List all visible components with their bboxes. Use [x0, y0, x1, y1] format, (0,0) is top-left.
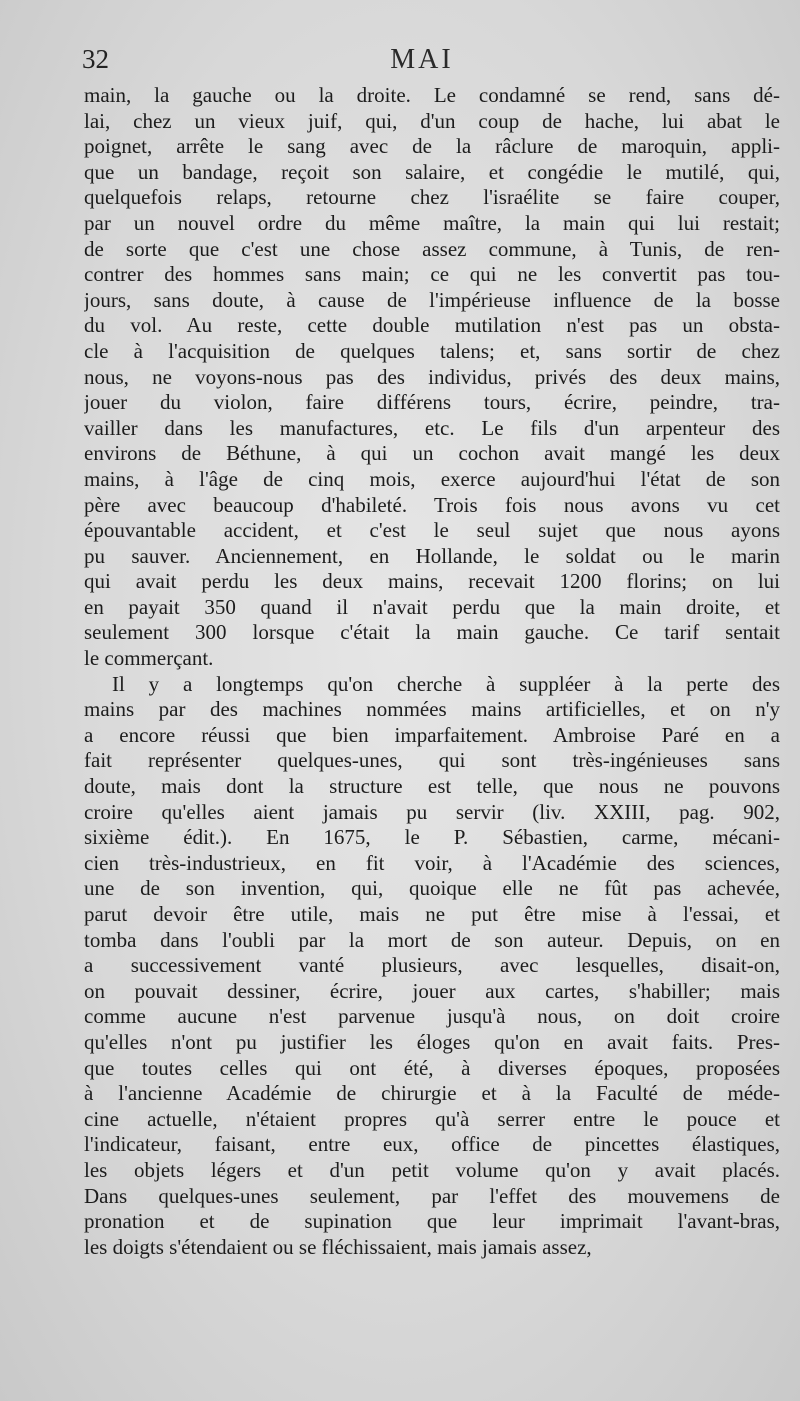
text-line: tomba dans l'oubli par la mort de son auteur. Depuis, on en: [84, 927, 780, 952]
text-line: épouvantable accident, et c'est le seul sujet que nous ayons: [84, 518, 780, 543]
text-line: comme aucune n'est parvenue jusqu'à nous, on doit croire: [84, 1004, 780, 1029]
text-line: fait représenter quelques-unes, qui sont très-ingénieuses sans: [84, 748, 780, 773]
running-title: MAI: [390, 44, 454, 75]
text-line: par un nouvel ordre du même maître, la main qui lui restait;: [84, 210, 780, 235]
text-line: cien très-industrieux, en fit voir, à l'Académie des sciences,: [84, 850, 780, 875]
text-line: poignet, arrête le sang avec de la râclure de maroquin, appli-: [84, 134, 780, 159]
page-number: 32: [82, 44, 109, 74]
text-line: les doigts s'étendaient ou se fléchissaient, mais jamais assez,: [84, 1234, 592, 1259]
text-line: vailler dans les manufactures, etc. Le fils d'un arpenteur des: [84, 415, 780, 440]
text-line: qui avait perdu les deux mains, recevait 1200 florins; on lui: [84, 569, 780, 594]
text-line: en payait 350 quand il n'avait perdu que la main droite, et: [84, 594, 780, 619]
text-line: main, la gauche ou la droite. Le condamné se rend, sans dé-: [84, 83, 780, 107]
paragraph: [84, 83, 780, 672]
text-line: le commerçant.: [84, 646, 214, 671]
text-line: cle à l'acquisition de quelques talens; et, sans sortir de chez: [84, 338, 780, 363]
body-text: [84, 83, 780, 1260]
text-line: pu sauver. Anciennement, en Hollande, le soldat ou le marin: [84, 543, 780, 568]
text-line: parut devoir être utile, mais ne put être mise à l'essai, et: [84, 902, 780, 926]
text-line: cine actuelle, n'étaient propres qu'à serrer entre le pouce et: [84, 1106, 780, 1131]
text-line: seulement 300 lorsque c'était la main gauche. Ce tarif sentait: [84, 620, 780, 645]
text-line: que un bandage, reçoit son salaire, et congédie le mutilé, qui,: [84, 159, 780, 184]
text-line: qu'elles n'ont pu justifier les éloges qu'on en avait faits. Pres-: [84, 1029, 780, 1054]
text-line: mains, à l'âge de cinq mois, exerce aujourd'hui l'état de son: [84, 466, 780, 491]
text-line: nous, ne voyons-nous pas des individus, privés des deux mains,: [84, 364, 780, 389]
text-line: on pouvait dessiner, écrire, jouer aux cartes, s'habiller; mais: [84, 978, 780, 1003]
text-line: que toutes celles qui ont été, à diverses époques, proposées: [84, 1055, 780, 1080]
text-line: pronation et de supination que leur imprimait l'avant-bras,: [84, 1209, 780, 1234]
text-line: Dans quelques-unes seulement, par l'effet des mouvemens de: [84, 1183, 780, 1208]
text-line: croire qu'elles aient jamais pu servir (liv. XXIII, pag. 902,: [84, 799, 780, 824]
text-line: l'indicateur, faisant, entre eux, office de pincettes élastiques,: [84, 1132, 780, 1157]
text-line: environs de Béthune, à qui un cochon avait mangé les deux: [84, 441, 780, 466]
text-line: jouer du violon, faire différens tours, écrire, peindre, tra-: [84, 390, 780, 415]
text-line: jours, sans doute, à cause de l'impérieuse influence de la bosse: [84, 287, 780, 312]
text-line: lai, chez un vieux juif, qui, d'un coup de hache, lui abat le: [84, 108, 780, 133]
text-line: doute, mais dont la structure est telle, que nous ne pouvons: [84, 774, 780, 799]
text-line: quelquefois relaps, retourne chez l'israélite se faire couper,: [84, 185, 780, 210]
text-line: contrer des hommes sans main; ce qui ne les convertit pas tou-: [84, 262, 780, 287]
text-line: à l'ancienne Académie de chirurgie et à la Faculté de méde-: [84, 1081, 780, 1106]
text-line: père avec beaucoup d'habileté. Trois fois nous avons vu cet: [84, 492, 780, 517]
paragraph: [84, 672, 780, 1261]
text-line: mains par des machines nommées mains artificielles, et on n'y: [84, 697, 780, 722]
text-line: une de son invention, qui, quoique elle ne fût pas achevée,: [84, 876, 780, 901]
running-head: [82, 44, 762, 80]
text-line: les objets légers et d'un petit volume qu'on y avait placés.: [84, 1157, 780, 1182]
text-line: a encore réussi que bien imparfaitement. Ambroise Paré en a: [84, 722, 780, 747]
text-line: du vol. Au reste, cette double mutilation n'est pas un obsta-: [84, 313, 780, 338]
text-line: de sorte que c'est une chose assez commune, à Tunis, de ren-: [84, 236, 780, 261]
text-line: Il y a longtemps qu'on cherche à suppléer à la perte des: [112, 671, 780, 696]
text-line: sixième édit.). En 1675, le P. Sébastien, carme, mécani-: [84, 825, 780, 850]
text-line: a successivement vanté plusieurs, avec lesquelles, disait-on,: [84, 953, 780, 978]
